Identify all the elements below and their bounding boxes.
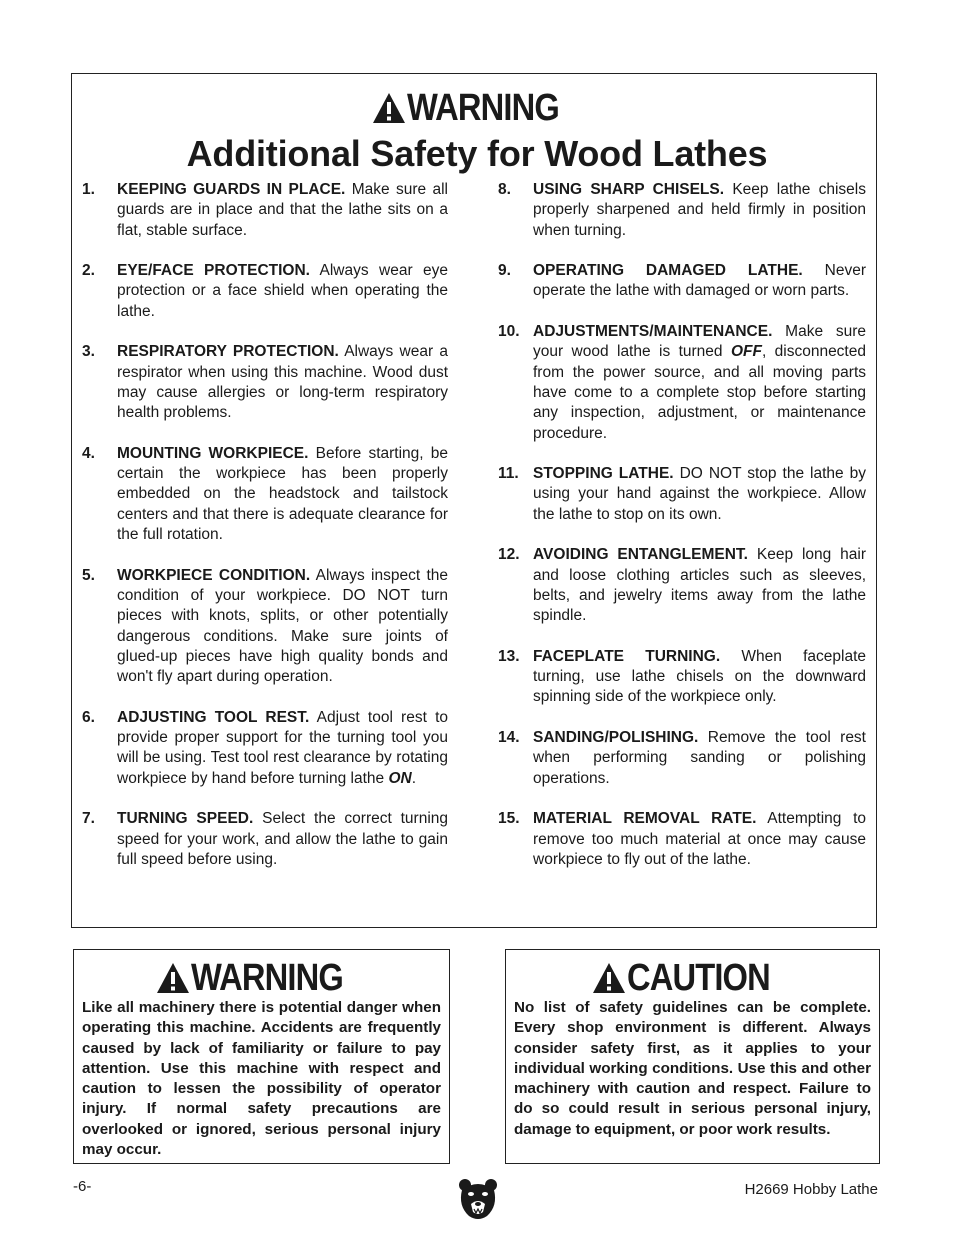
section-header [0, 88, 954, 176]
item-text: Make sure your wood lathe is turned [533, 323, 866, 361]
item-number: 7. [82, 810, 95, 828]
item-heading: STOPPING LATHE. [533, 465, 674, 483]
item-heading: WORKPIECE CONDITION. [117, 566, 311, 584]
item-number: 9. [498, 262, 511, 280]
caution-box-text: No list of safety guidelines can be complete. Every shop environment is different. Always consider safety first, as it applies to your individual working conditions. Use this and other machinery with caution and respect. Failure to do so could result in serious personal injury, damage to equipment, or poor work results. [514, 999, 871, 1138]
item-number: 4. [82, 444, 95, 462]
list-item [498, 728, 866, 789]
item-number: 2. [82, 262, 95, 280]
list-item [498, 545, 866, 626]
warning-box-heading [74, 954, 449, 1002]
list-item [82, 566, 448, 688]
item-text: Always wear a respirator when using this machine. Wood dust may cause allergies or long-term respiratory health problems. [117, 343, 448, 422]
caution-box [505, 949, 880, 1164]
item-number: 15. [498, 810, 520, 828]
item-text: Make sure all guards are in place and that the lathe sits on a flat, stable surface. [117, 181, 448, 239]
safety-list-left [82, 180, 448, 890]
warning-triangle-icon [371, 91, 407, 125]
list-item [498, 647, 866, 708]
item-text: Always inspect the condition of your workpiece. DO NOT turn pieces with knots, splits, or other potentially dangerous conditions. Make sure joints of glued-up pieces have high quality bonds and won't fly apart during operation. [117, 566, 448, 686]
item-number: 10. [498, 323, 520, 341]
warning-word: WARNING [406, 87, 559, 129]
list-item [82, 180, 448, 241]
warning-heading [0, 88, 954, 128]
model-name: H2669 Hobby Lathe [744, 1181, 878, 1198]
item-heading: OPERATING DAMAGED LATHE. [533, 262, 803, 280]
list-item [82, 261, 448, 322]
item-heading: SANDING/POLISHING. [533, 729, 699, 747]
warning-box-word: WARNING [191, 957, 344, 999]
page-number: -6- [73, 1178, 92, 1195]
item-number: 1. [82, 181, 95, 198]
list-item [498, 809, 866, 870]
caution-box-heading [506, 954, 879, 1002]
bear-head-logo-icon [457, 1176, 499, 1222]
item-heading: USING SHARP CHISELS. [533, 181, 725, 198]
item-number: 3. [82, 343, 95, 361]
item-text: Before starting, be certain the workpiece has been properly embedded on the headstock and tailstock centers and that there is adequate clearance for the full rotation. [117, 444, 448, 544]
warning-box [73, 949, 450, 1164]
warning-box-text: Like all machinery there is potential danger when operating this machine. Accidents are frequently caused by lack of familiarity or failure to pay attention. Use this machine with respect and caution to lessen the possibility of operator injury. If normal safety precautions are overlooked or ignored, serious personal injury may occur. [82, 999, 441, 1159]
item-text: Never operate the lathe with damaged or worn parts. [533, 262, 866, 300]
item-number: 13. [498, 647, 520, 665]
item-heading: KEEPING GUARDS IN PLACE. [117, 181, 346, 198]
list-item [82, 708, 448, 789]
item-text: When faceplate turning, use lathe chisels on the downward spinning side of the workpiece only. [533, 647, 866, 706]
item-number: 14. [498, 729, 520, 747]
list-item [82, 809, 448, 870]
item-text: Keep lathe chisels properly sharpened and held firmly in position when turning. [533, 181, 867, 239]
item-text: Remove the tool rest when performing sanding or polishing operations. [533, 729, 866, 787]
item-number: 12. [498, 546, 520, 564]
item-text: Always wear eye protection or a face shield when operating the lathe. [117, 262, 449, 320]
item-heading: MOUNTING WORKPIECE. [117, 444, 309, 462]
item-heading: ADJUSTING TOOL REST. [117, 708, 310, 726]
list-item [498, 464, 866, 525]
list-item [498, 261, 866, 302]
item-emphasis: ON [388, 769, 412, 787]
warning-triangle-icon [155, 961, 191, 995]
page-title: Additional Safety for Wood Lathes [186, 133, 768, 174]
item-number: 5. [82, 566, 95, 584]
warning-triangle-icon [591, 961, 627, 995]
list-item [82, 342, 448, 423]
list-item [498, 322, 866, 444]
item-number: 6. [82, 708, 95, 726]
safety-list-right [498, 180, 866, 890]
item-heading: ADJUSTMENTS/MAINTENANCE. [533, 323, 773, 341]
item-text: Keep long hair and loose clothing articles such as sleeves, belts, and jewelry items away from the lathe spindle. [533, 546, 866, 625]
item-emphasis: OFF [730, 343, 762, 361]
item-text: Attempting to remove too much material at once may cause workpiece to fly out of the lathe. [533, 810, 866, 868]
item-number: 8. [498, 181, 511, 198]
item-heading: AVOIDING ENTANGLEMENT. [533, 546, 748, 564]
caution-box-word: CAUTION [627, 957, 771, 999]
list-item [82, 444, 448, 545]
item-heading: EYE/FACE PROTECTION. [117, 262, 310, 280]
item-text-tail: . [411, 769, 416, 787]
item-heading: MATERIAL REMOVAL RATE. [533, 810, 757, 828]
item-heading: FACEPLATE TURNING. [533, 647, 721, 665]
item-text: Adjust tool rest to provide proper support for the turning tool you will be using. Test tool rest clearance by rotating workpiece by hand before turning lathe [117, 708, 448, 787]
item-text: DO NOT stop the lathe by using your hand against the workpiece. Allow the lathe to stop on its own. [533, 465, 866, 523]
item-text: Select the correct turning speed for your work, and allow the lathe to gain full speed before using. [117, 810, 448, 868]
item-heading: TURNING SPEED. [117, 810, 254, 828]
item-number: 11. [498, 465, 519, 483]
item-heading: RESPIRATORY PROTECTION. [117, 343, 339, 361]
list-item [498, 180, 866, 241]
item-text-tail: , disconnected from the power source, and all moving parts have come to a complete stop before starting any inspection, adjustment, or maintenance procedure. [533, 343, 866, 442]
